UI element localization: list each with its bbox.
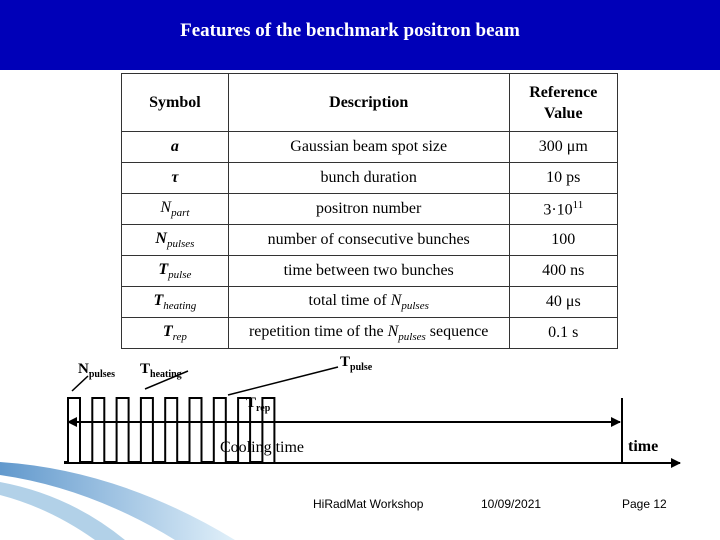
symbol-text: N xyxy=(160,198,172,216)
npulses-subscript: pulses xyxy=(88,369,115,380)
slide-title: Features of the benchmark positron beam xyxy=(180,20,520,41)
value-cell: 0.1 s xyxy=(509,318,617,349)
description-prefix: total time of xyxy=(308,291,391,309)
symbol-text: N xyxy=(155,229,167,247)
value-exponent: 11 xyxy=(572,198,584,211)
header-symbol: Symbol xyxy=(122,74,229,132)
symbol-subscript: pulse xyxy=(168,269,192,282)
trep-label xyxy=(246,395,270,414)
tpulse-subscript: pulse xyxy=(350,362,373,373)
description-symbol: N xyxy=(387,322,399,340)
trep-symbol: T xyxy=(246,395,257,411)
description-cell: number of consecutive bunches xyxy=(228,225,509,256)
footer-page: Page 12 xyxy=(622,497,667,511)
description-symbol: N xyxy=(390,291,402,309)
description-subscript: pulses xyxy=(401,300,429,313)
symbol-text: τ xyxy=(171,169,179,186)
symbol-text: T xyxy=(158,260,169,278)
symbol-subscript: part xyxy=(171,207,190,220)
symbol-subscript: rep xyxy=(172,331,187,344)
cooling-time-label: Cooling time xyxy=(220,439,304,456)
npulses-label xyxy=(78,361,115,380)
symbol-subscript: pulses xyxy=(166,238,195,251)
theating-subscript: heating xyxy=(150,369,182,380)
theating-symbol: T xyxy=(140,361,151,377)
value-cell: 400 ns xyxy=(509,256,617,287)
description-subscript: pulses xyxy=(398,331,426,344)
symbol-text: T xyxy=(153,291,164,309)
description-cell: time between two bunches xyxy=(228,256,509,287)
value-cell: 40 μs xyxy=(509,287,617,318)
header-description: Description xyxy=(228,74,509,132)
symbol-text: T xyxy=(162,322,173,340)
npulses-symbol: N xyxy=(78,361,89,377)
time-axis-label: time xyxy=(628,438,659,455)
description-prefix: repetition time of the xyxy=(248,322,388,340)
symbol-text: a xyxy=(170,138,179,155)
tpulse-pointer xyxy=(228,367,338,395)
value-base: 3·10 xyxy=(543,201,573,219)
value-cell: 10 ps xyxy=(509,163,617,194)
tpulse-symbol: T xyxy=(340,354,351,370)
description-suffix: sequence xyxy=(425,322,489,340)
symbol-subscript: heating xyxy=(163,300,197,313)
value-cell: 100 xyxy=(509,225,617,256)
value-cell: 300 μm xyxy=(509,132,617,163)
header-value-text: Reference Value xyxy=(529,83,598,122)
description-cell: Gaussian beam spot size xyxy=(228,132,509,163)
tpulse-label xyxy=(340,354,372,373)
trep-subscript: rep xyxy=(256,403,271,414)
footer-date: 10/09/2021 xyxy=(481,497,542,511)
footer-workshop: HiRadMat Workshop xyxy=(313,497,424,511)
description-cell: bunch duration xyxy=(228,163,509,194)
theating-label xyxy=(140,361,182,380)
description-cell: positron number xyxy=(228,194,509,225)
